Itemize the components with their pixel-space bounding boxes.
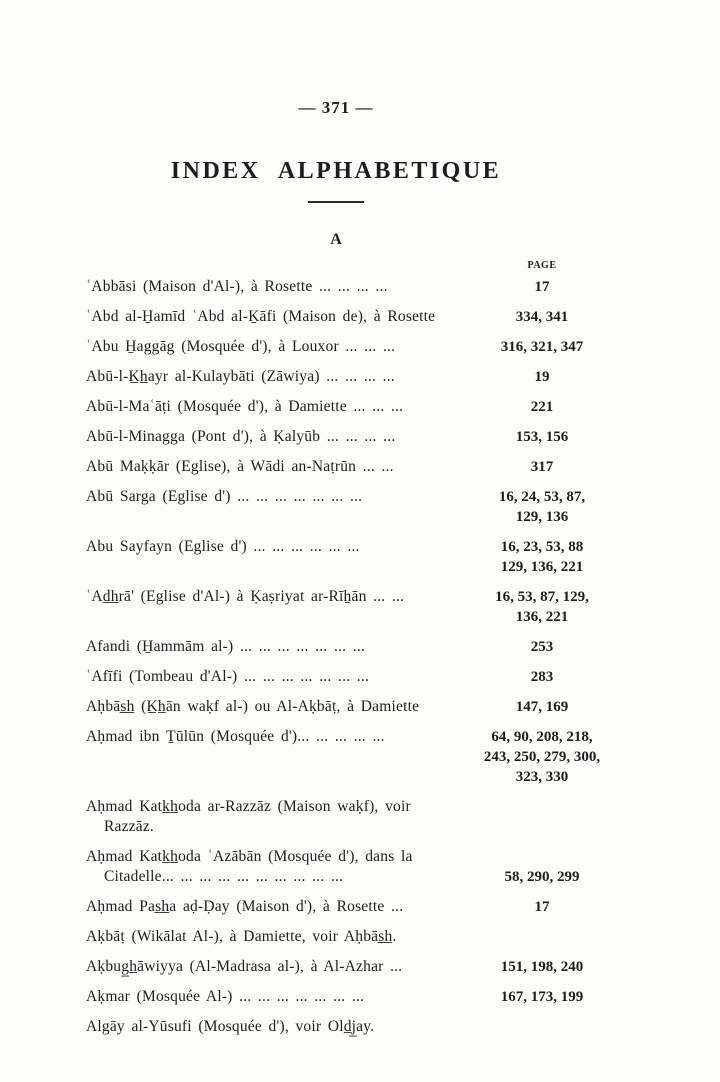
entry-text [86, 587, 462, 627]
index-entry [86, 537, 622, 577]
index-entry [86, 637, 622, 657]
entry-text-line: Algāy al-Yūsufi (Mosquée d'), voir Old̲j̲ay. [86, 1018, 375, 1035]
entry-text-line: Abū-l-Maʿāṭi (Mosquée d'), à Damiette ... ... ... [86, 398, 404, 415]
index-entry [86, 957, 622, 977]
entry-text [86, 397, 462, 417]
entry-text-line: Aḥmad Katk̲h̲oda ʿAzābān (Mosquée d'), dans la [86, 848, 413, 865]
entry-pages [462, 307, 622, 327]
entry-text [86, 697, 462, 717]
entry-page-numbers: 16, 23, 53, 88 [500, 539, 584, 555]
entry-text-line: ʿAfīfi (Tombeau d'Al-) ... ... ... ... ... ... ... [86, 668, 370, 685]
section-letter: A [330, 231, 342, 248]
page-title: INDEX ALPHABETIQUE [170, 158, 502, 184]
index-entry [86, 277, 622, 297]
entry-pages [462, 277, 622, 297]
entry-text [86, 897, 462, 917]
entry-page-numbers: 153, 156 [515, 429, 569, 445]
entry-page-numbers: 151, 198, 240 [500, 959, 584, 975]
entry-page-numbers: 323, 330 [515, 769, 569, 785]
entry-pages [462, 487, 622, 527]
index-entry [86, 587, 622, 627]
entry-page-numbers: 16, 53, 87, 129, [495, 589, 589, 605]
title-rule [308, 201, 364, 203]
entry-text [86, 987, 462, 1007]
entry-page-numbers: 283 [530, 669, 554, 685]
entry-pages [462, 457, 622, 477]
entry-text-line: Abū Sarga (Eglise d') ... ... ... ... ... ... ... [86, 488, 363, 505]
index-entries [86, 277, 622, 1047]
entry-text-line: Abu Sayfayn (Eglise d') ... ... ... ... ... ... [86, 538, 360, 555]
entry-page-numbers: 17 [534, 279, 550, 295]
index-entry [86, 427, 622, 447]
entry-pages [462, 587, 622, 627]
entry-page-numbers: 167, 173, 199 [500, 989, 584, 1005]
entry-text [86, 537, 462, 577]
page-column-header: PAGE [527, 260, 557, 271]
entry-text-line: Abū Maḳḳār (Eglise), à Wādi an-Naṭrūn ... ... [86, 458, 394, 475]
entry-text-line: Abū-l-Minagga (Pont d'), à Ḳalyūb ... ... ... ... [86, 428, 396, 445]
entry-text [86, 847, 462, 887]
entry-pages [462, 987, 622, 1007]
entry-text [86, 667, 462, 687]
entry-text-line: Aḳbāṭ (Wikālat Al-), à Damiette, voir Aḥbās̲h̲. [86, 928, 397, 945]
entry-pages [462, 667, 622, 687]
entry-text [86, 307, 462, 327]
entry-text-line: ʿAbu H̱aggāg (Mosquée d'), à Louxor ... ... ... [86, 338, 396, 355]
entry-text-line: Citadelle... ... ... ... ... ... ... ... ... ... [104, 868, 344, 885]
entry-page-numbers: 147, 169 [515, 699, 569, 715]
entry-text-line: Aḥbās̲h̲ (K̲h̲ān waḳf al-) ou Al-Aḳbāṭ, à Damiette [86, 698, 420, 715]
index-entry [86, 457, 622, 477]
index-entry [86, 697, 622, 717]
entry-text-line: Aḥmad ibn Ṯūlūn (Mosquée d')... ... ... ... ... [86, 728, 385, 745]
entry-page-numbers: 243, 250, 279, 300, [483, 749, 601, 765]
page-number: — 371 — [298, 98, 374, 117]
entry-page-numbers: 58, 290, 299 [504, 869, 580, 885]
entry-text-line: Aḳmar (Mosquée Al-) ... ... ... ... ... ... ... [86, 988, 365, 1005]
entry-page-numbers: 317 [530, 459, 554, 475]
index-entry [86, 337, 622, 357]
index-entry [86, 1017, 622, 1037]
entry-text [86, 927, 462, 947]
index-entry [86, 307, 622, 327]
index-entry [86, 897, 622, 917]
entry-pages [462, 337, 622, 357]
entry-page-numbers: 19 [534, 369, 550, 385]
entry-page-numbers: 17 [534, 899, 550, 915]
entry-text [86, 1017, 462, 1037]
entry-pages [462, 727, 622, 787]
entry-pages [462, 637, 622, 657]
entry-text [86, 457, 462, 477]
entry-pages [462, 847, 622, 887]
entry-text-line: Aḥmad Katk̲h̲oda ar-Razzāz (Maison waḳf), voir [86, 798, 411, 815]
entry-text-line: Afandi (H̱ammām al-) ... ... ... ... ... ... ... [86, 638, 365, 655]
entry-text [86, 337, 462, 357]
index-entry [86, 367, 622, 387]
entry-pages [462, 797, 622, 837]
entry-text [86, 727, 462, 787]
index-entry [86, 487, 622, 527]
entry-page-numbers: 253 [530, 639, 554, 655]
entry-text-line: Aḥmad Pas̲h̲a aḍ-Ḍay (Maison d'), à Rosette ... [86, 898, 404, 915]
entry-pages [462, 367, 622, 387]
entry-text [86, 797, 462, 837]
index-entry [86, 987, 622, 1007]
entry-text-line: ʿAbbāsi (Maison d'Al-), à Rosette ... ... ... ... [86, 278, 388, 295]
entry-page-numbers: 316, 321, 347 [500, 339, 584, 355]
entry-text [86, 367, 462, 387]
entry-pages [462, 927, 622, 947]
index-entry [86, 927, 622, 947]
entry-text [86, 487, 462, 527]
entry-page-numbers: 16, 24, 53, 87, [498, 489, 586, 505]
entry-pages [462, 897, 622, 917]
entry-page-numbers: 221 [530, 399, 554, 415]
index-entry [86, 397, 622, 417]
entry-page-numbers: 129, 136 [515, 509, 569, 525]
entry-text-line: ʿAd̲h̲rā' (Eglise d'Al-) à Ḳaṣriyat ar-Rīẖān ... ... [86, 588, 405, 605]
entry-page-numbers: 136, 221 [515, 609, 569, 625]
entry-text [86, 637, 462, 657]
entry-page-numbers: 129, 136, 221 [500, 559, 584, 575]
index-entry [86, 847, 622, 887]
entry-page-numbers: 334, 341 [515, 309, 569, 325]
entry-text-line: Abū-l-K̲h̲ayr al-Kulaybāti (Zāwiya) ... ... ... ... [86, 368, 395, 385]
entry-page-numbers: 64, 90, 208, 218, [491, 729, 593, 745]
entry-pages [462, 427, 622, 447]
entry-pages [462, 697, 622, 717]
index-entry [86, 797, 622, 837]
entry-pages [462, 537, 622, 577]
entry-text-line: Razzāz. [104, 818, 155, 835]
entry-text [86, 277, 462, 297]
index-entry [86, 667, 622, 687]
index-entry [86, 727, 622, 787]
entry-pages [462, 397, 622, 417]
entry-text-line: ʿAbd al-H̱amīd ʿAbd al-Ḵāfi (Maison de), à Rosette [86, 308, 436, 325]
entry-text-line: Aḳbug̲h̲āwiyya (Al-Madrasa al-), à Al-Azhar ... [86, 958, 403, 975]
entry-text [86, 957, 462, 977]
entry-pages [462, 957, 622, 977]
entry-text [86, 427, 462, 447]
entry-pages [462, 1017, 622, 1037]
